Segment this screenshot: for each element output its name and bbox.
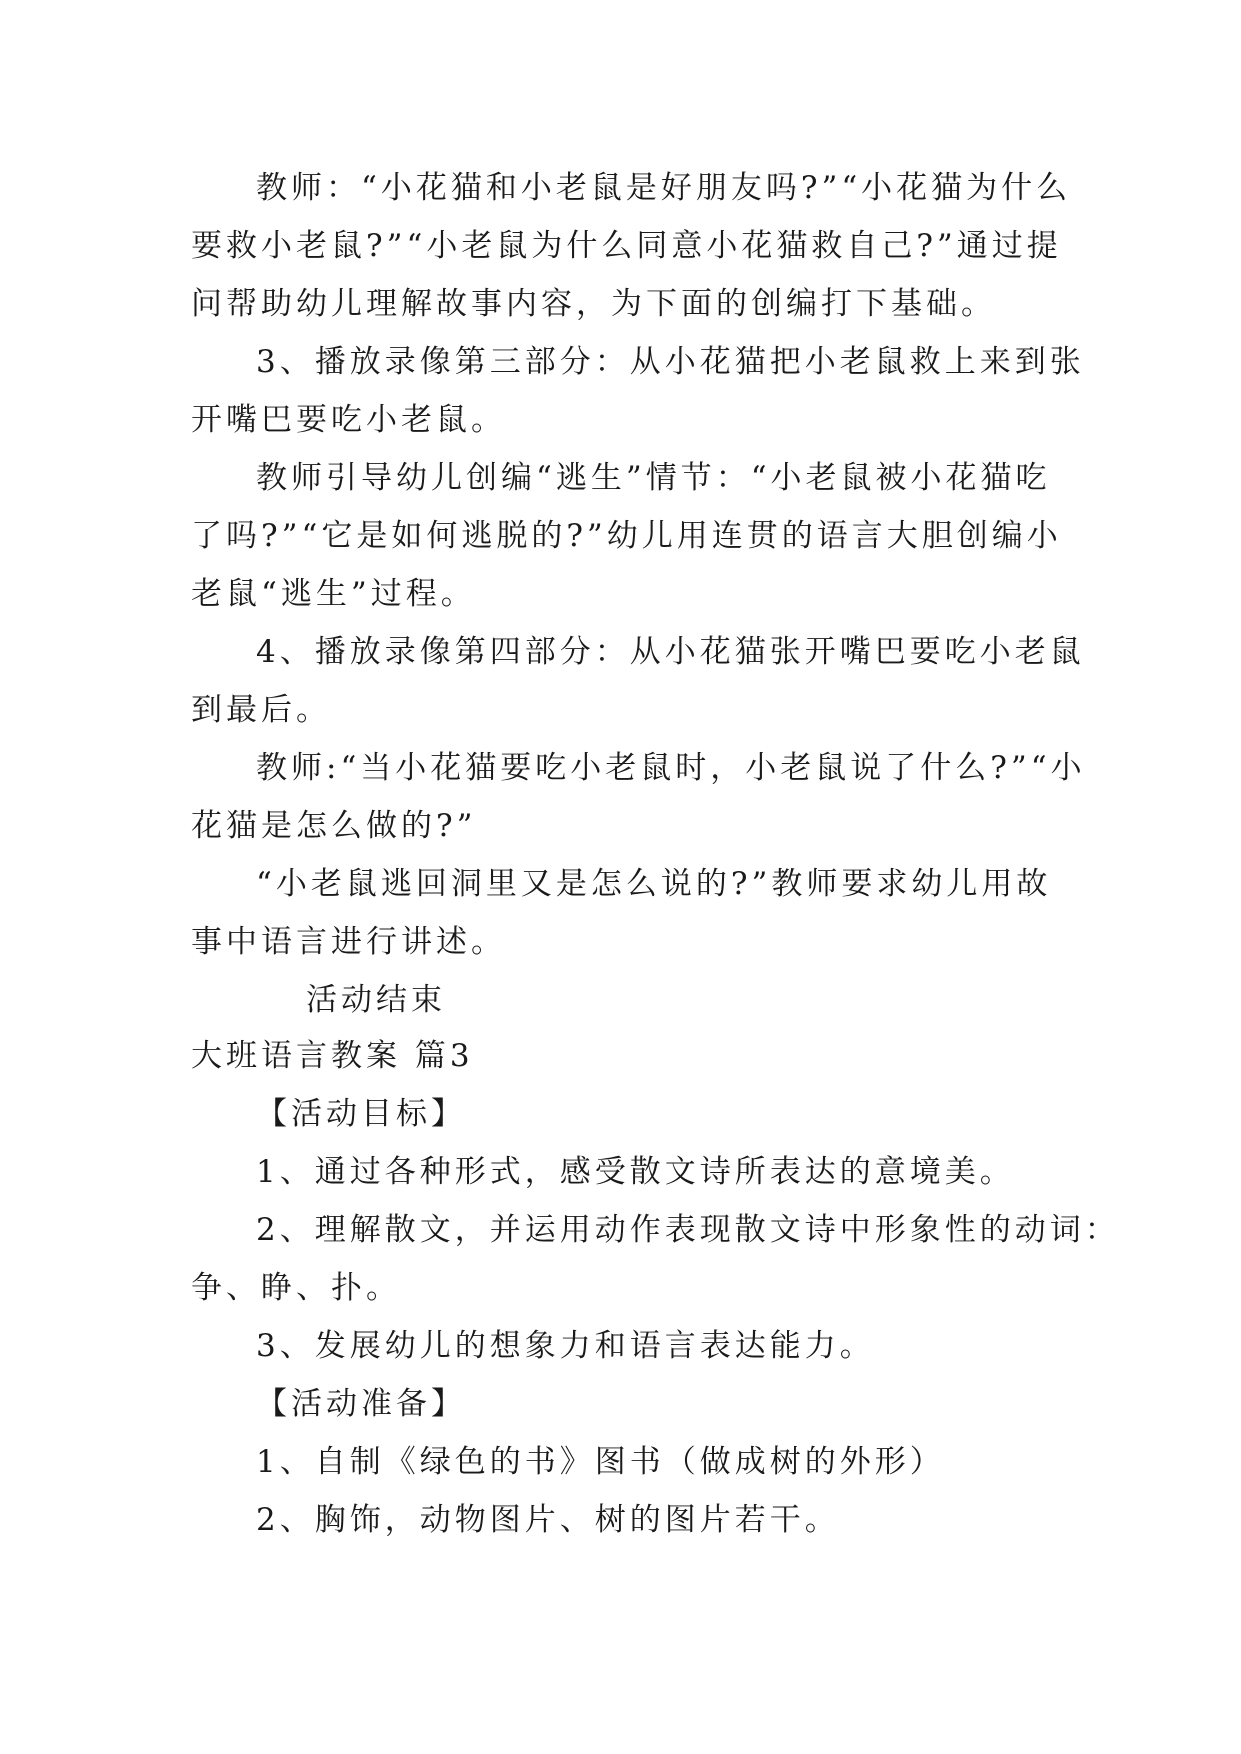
- section-heading: 大班语言教案 篇3: [191, 1038, 474, 1074]
- paragraph-line: 教师:“当小花猫要吃小老鼠时，小老鼠说了什么?”“小: [256, 750, 1086, 786]
- paragraph-line: 老鼠“逃生”过程。: [191, 576, 476, 612]
- paragraph-line: 1、通过各种形式，感受散文诗所表达的意境美。: [256, 1154, 1015, 1190]
- section-end-label: 活动结束: [306, 982, 446, 1018]
- subsection-heading: 【活动准备】: [256, 1386, 466, 1422]
- paragraph-line: 3、发展幼儿的想象力和语言表达能力。: [256, 1328, 875, 1364]
- paragraph-line: 问帮助幼儿理解故事内容，为下面的创编打下基础。: [191, 286, 996, 322]
- paragraph-line: 4、播放录像第四部分：从小花猫张开嘴巴要吃小老鼠: [256, 634, 1085, 670]
- subsection-heading: 【活动目标】: [256, 1096, 466, 1132]
- paragraph-line: 1、自制《绿色的书》图书（做成树的外形）: [256, 1444, 945, 1480]
- paragraph-line: 争、睁、扑。: [191, 1270, 401, 1306]
- paragraph-line: 要救小老鼠?”“小老鼠为什么同意小花猫救自己?”通过提: [191, 228, 1062, 264]
- paragraph-line: 花猫是怎么做的?”: [191, 808, 477, 844]
- paragraph-line: 事中语言进行讲述。: [191, 924, 506, 960]
- paragraph-line: 开嘴巴要吃小老鼠。: [191, 402, 506, 438]
- paragraph-line: 教师引导幼儿创编“逃生”情节：“小老鼠被小花猫吃: [256, 460, 1051, 496]
- paragraph-line: 了吗?”“它是如何逃脱的?”幼儿用连贯的语言大胆创编小: [191, 518, 1062, 554]
- paragraph-line: 3、播放录像第三部分：从小花猫把小老鼠救上来到张: [256, 344, 1085, 380]
- paragraph-line: 教师：“小花猫和小老鼠是好朋友吗?”“小花猫为什么: [256, 170, 1072, 206]
- paragraph-line: “小老鼠逃回洞里又是怎么说的?”教师要求幼儿用故: [256, 866, 1052, 902]
- paragraph-line: 2、胸饰，动物图片、树的图片若干。: [256, 1502, 840, 1538]
- paragraph-line: 到最后。: [191, 692, 331, 728]
- paragraph-line: 2、理解散文，并运用动作表现散文诗中形象性的动词：: [256, 1212, 1120, 1248]
